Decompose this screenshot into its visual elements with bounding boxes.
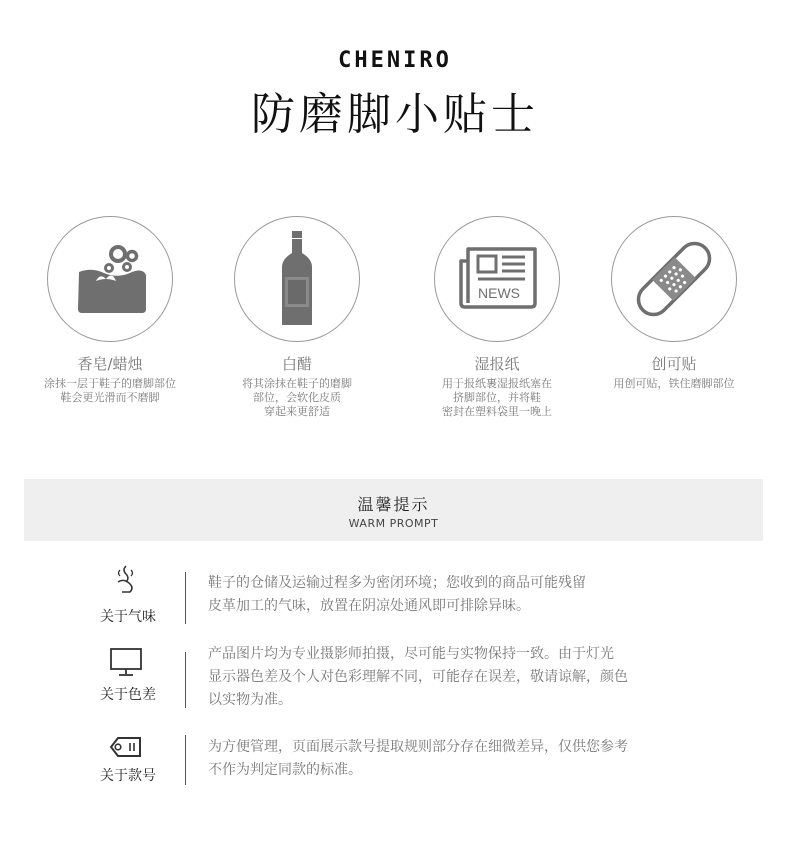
tip-circle — [611, 216, 737, 342]
vinegar-bottle-icon — [235, 217, 359, 341]
tip-description: 涂抹一层于鞋子的磨脚部位 鞋会更光滑而不磨脚 — [44, 377, 176, 404]
tip-circle — [434, 216, 560, 342]
note-color — [90, 646, 690, 708]
note-label: 关于气味 — [100, 609, 156, 625]
note-label: 关于款号 — [100, 768, 156, 784]
tip-circle — [234, 216, 360, 342]
tip-circle — [47, 216, 173, 342]
tip-name: 白醋 — [281, 355, 312, 373]
band-aid-icon — [612, 217, 736, 341]
note-text: 产品图片均为专业摄影师拍摄，尽可能与实物保持一致。由于灯光 显示器色差及个人对色彩理解不同，可能存在误差，敬请谅解，颜色 以实物为准。 — [208, 646, 628, 708]
brand-logo: CHENIRO — [338, 48, 452, 73]
tip-description: 用于报纸裹湿报纸塞在 挤脚部位，并将鞋 密封在塑料袋里一晚上 — [442, 377, 552, 418]
tip-name: 湿报纸 — [474, 355, 520, 373]
banner-title: 温馨提示 — [357, 495, 430, 514]
tip-vinegar — [212, 216, 382, 419]
soap-bubbles-icon — [48, 217, 172, 341]
note-label: 关于色差 — [100, 687, 156, 703]
monitor-icon — [108, 646, 144, 680]
smell-icon — [108, 562, 144, 596]
tip-name: 香皂/蜡烛 — [77, 355, 143, 373]
banner-subtitle: WARM PROMPT — [348, 517, 439, 530]
note-divider — [185, 572, 186, 624]
note-divider — [185, 735, 186, 785]
tip-description: 用创可贴，铁住磨脚部位 — [613, 377, 735, 390]
warm-prompt-banner — [24, 479, 763, 541]
page-title: 防磨脚小贴士 — [251, 89, 539, 140]
note-text: 为方便管理，页面展示款号提取规则部分存在细微差异，仅供您参考 不作为判定同款的标准。 — [208, 739, 628, 778]
tip-soap — [25, 216, 195, 405]
tip-newspaper — [412, 216, 582, 419]
tip-band-aid — [589, 216, 759, 391]
tip-description: 将其涂抹在鞋子的磨脚 部位，会软化皮质 穿起来更舒适 — [242, 377, 352, 418]
tip-name: 创可贴 — [651, 355, 697, 373]
svg-text:NEWS: NEWS — [478, 285, 520, 301]
note-smell — [90, 562, 690, 628]
note-divider — [185, 652, 186, 708]
note-text: 鞋子的仓储及运输过程多为密闭环境；您收到的商品可能残留 皮革加工的气味，放置在阴凉处通风即可排除异味。 — [208, 575, 586, 614]
newspaper-icon — [435, 217, 559, 341]
note-style-number — [90, 731, 690, 787]
tag-icon — [108, 731, 144, 765]
